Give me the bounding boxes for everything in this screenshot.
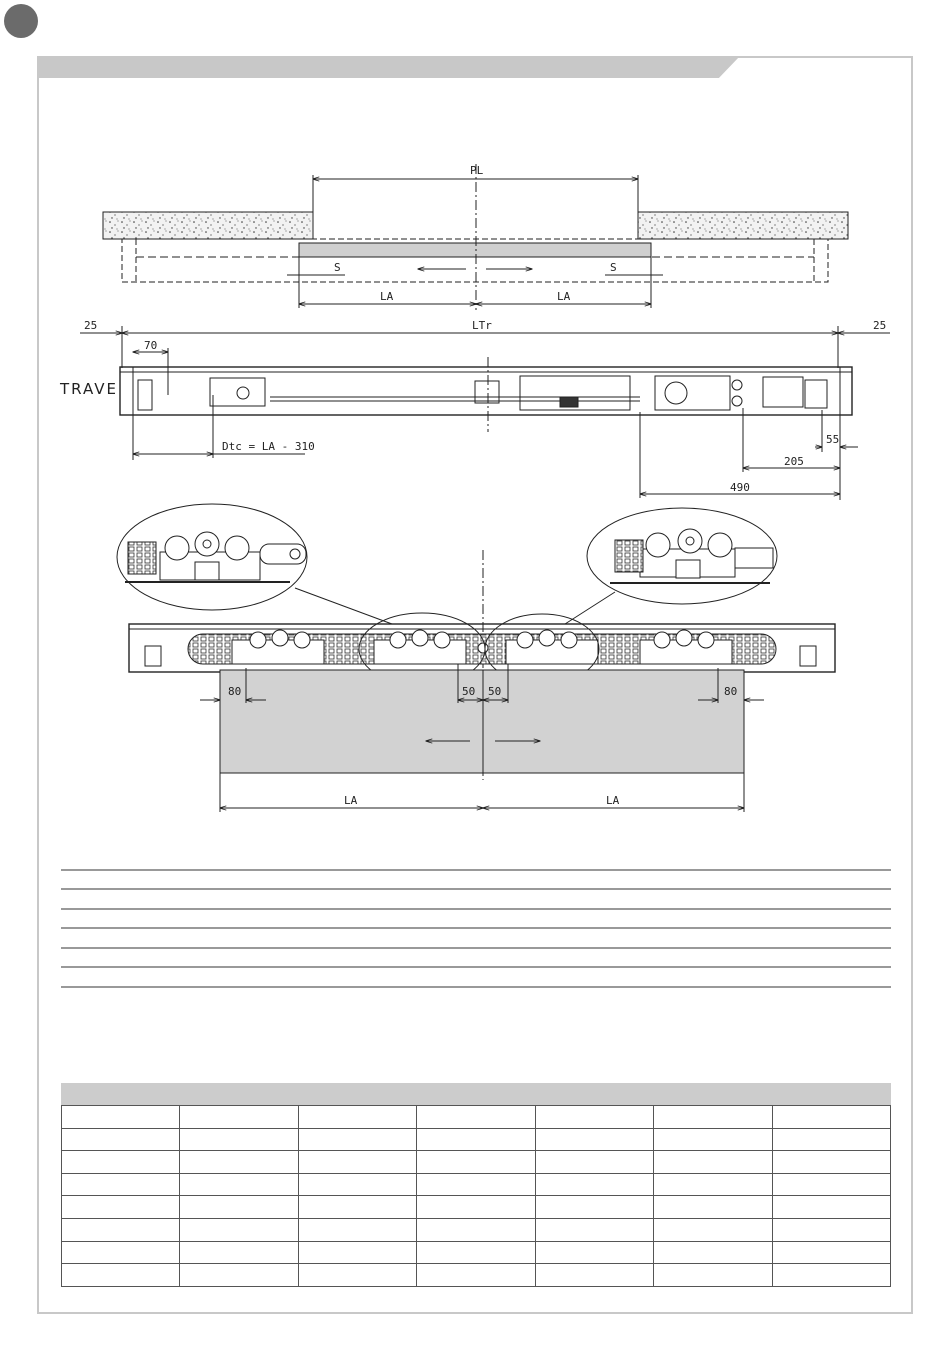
dim-205-label: 205 [784, 455, 804, 468]
la-label-leaf-right: LA [606, 794, 620, 807]
table-row [62, 1128, 891, 1151]
table-row [62, 1151, 891, 1174]
trave-label: TRAVE [60, 380, 119, 398]
end-stop-left [145, 646, 161, 666]
s-label-left: S [334, 261, 341, 274]
la-label-top-left: LA [380, 290, 394, 303]
door-leaf-right [483, 670, 744, 773]
la-label-leaf-left: LA [344, 794, 358, 807]
pl-label: PL [470, 164, 484, 177]
beam-body [120, 367, 852, 415]
dim-490-label: 490 [730, 481, 750, 494]
table-row [62, 1173, 891, 1196]
end-stop-right [800, 646, 816, 666]
table-row [62, 1264, 891, 1287]
table-row [62, 1218, 891, 1241]
s-label-right: S [610, 261, 617, 274]
dim-70-label: 70 [144, 339, 158, 352]
table-row [62, 1196, 891, 1219]
spec-table [61, 1083, 891, 1287]
door-leaf-left [220, 670, 483, 773]
spec-table-header [61, 1083, 891, 1105]
wall-right [638, 212, 848, 239]
end-cap-left [138, 380, 152, 410]
door-leaves-top [299, 243, 651, 257]
detail-carriage-right [610, 529, 773, 583]
dim-50-left-label: 50 [462, 685, 476, 698]
motor-gearbox [655, 376, 730, 410]
belt-clamp [475, 381, 499, 403]
dim-50-right-label: 50 [488, 685, 502, 698]
dim-80-right-label: 80 [724, 685, 738, 698]
left-offset-label: 25 [84, 319, 98, 332]
la-label-top-right: LA [557, 290, 571, 303]
ruled-lines [61, 870, 891, 987]
dtc-formula-label: Dtc = LA - 310 [222, 440, 315, 453]
carriage-view [117, 504, 835, 812]
wall-left [103, 212, 313, 239]
right-offset-label: 25 [873, 319, 887, 332]
pulley-bracket [805, 380, 827, 408]
dim-80-left-label: 80 [228, 685, 242, 698]
table-row [62, 1106, 891, 1129]
opening-view [103, 164, 848, 310]
beam-view [80, 326, 890, 500]
table-row [62, 1241, 891, 1264]
dim-55-label: 55 [826, 433, 840, 446]
ltr-label: LTr [472, 319, 492, 332]
battery-pack [763, 377, 803, 407]
detail-carriage-left [125, 532, 306, 582]
